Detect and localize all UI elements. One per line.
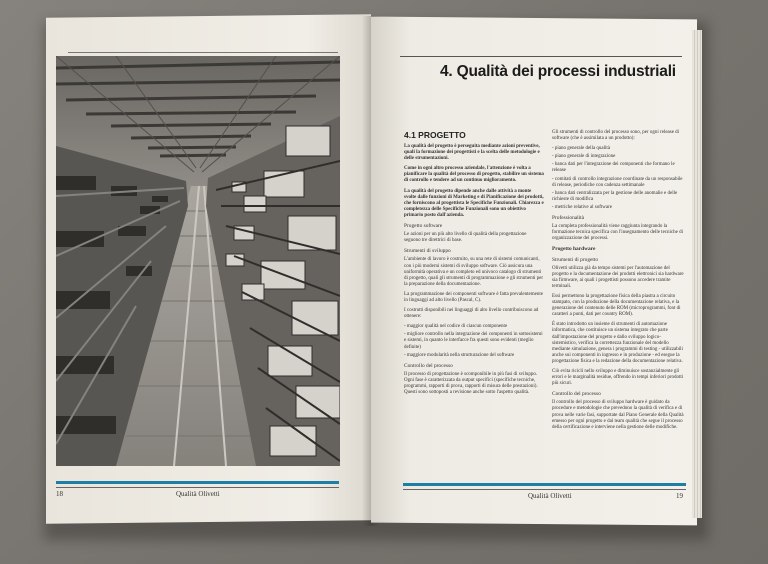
professionality-paragraph: La completa professionalità viene raggiunta integrando la formazione tecnica specifica con l'insegnamento delle tecniche di organizzazione dei processi. [552, 224, 683, 242]
factory-floor-photo [56, 56, 340, 466]
hw-control-paragraph: Il controllo del processo di sviluppo hardware è guidato da procedure e metodologie che prevedono la qualità di verifica e di prova nelle varie fasi, supportate dal Piano Generale della Qualità emesso per ogni progetto e dal team qualità che segue il processo della certificazione e interviene nella gestione delle modifiche. [552, 400, 684, 430]
text-column-2 [552, 130, 684, 435]
subhead-tools: Strumenti di sviluppo [404, 248, 451, 255]
subhead-control: Controllo del processo [404, 362, 453, 369]
tools-paragraph: La programmazione dei componenti software è fatta prevalentemente in linguaggi ad alto livello (Pascal, C). [404, 291, 543, 303]
col2-intro: Gli strumenti di controllo del processo sono, per ogni release di software (che è assimilata a un prodotto): [552, 130, 680, 142]
control-paragraph: Il processo di progettazione è scomponibile in più fasi di sviluppo. Ogni fase è caratterizzata da output specifici (specifiche tecniche, programmi, rapporti di prova, rapporti di misura delle prestazioni). Questi sono sottoposti a revisione anche sotto l'aspetto qualità. [404, 371, 538, 396]
tools-list-item: - migliore controllo nella integrazione dei componenti in sottosistemi e sistemi, in quanto le interfacce fra questi sono evidenti (meglio definite) [404, 332, 544, 350]
right-page-number: 19 [676, 492, 683, 500]
left-top-rule [68, 52, 338, 53]
right-top-rule [400, 56, 682, 57]
col2-list-item: - piano generale della qualità [552, 146, 684, 152]
left-footer-brand: Qualità Olivetti [176, 490, 220, 498]
subhead-hw-control: Controllo del processo [552, 391, 601, 398]
col2-list-item: - piano generale di integrazione [552, 154, 684, 160]
right-footer-brand: Qualità Olivetti [528, 492, 572, 500]
tools-paragraph: L'ambiente di lavoro è costruito, su una rete di sistemi comunicanti, con i più moderni sistemi di sviluppo software. Ciò assicura una uniformità operativa e un completo ed univoco catalogo di strumenti di progetto, quali gli strumenti di programmazione e gli strumenti per la preparazione della documentazione. [404, 257, 543, 287]
tools-list-item: - maggior qualità nel codice di ciascun componente [404, 324, 544, 330]
intro-paragraph: La qualità del progetto dipende anche dalle attività a monte svolte dalle funzioni di Marketing e di Pianificazione dei prodotti, che forniscono al progettista le Specifiche Funzionali. Chiarezza e completezza delle Specifiche Funzionali sono un obiettivo primario posto dall'azienda. [404, 188, 544, 218]
subhead-professionality: Professionalità [552, 215, 585, 222]
col2-list-item: - metriche relative al software [552, 205, 684, 211]
left-page-number: 18 [56, 490, 63, 498]
right-accent-bar [403, 483, 686, 486]
subhead-software: Progetto software [404, 223, 443, 230]
hw-tools-paragraph: Essi permettono la progettazione fisica della piastra a circuito stampato, con la produzione della documentazione relativa, e la generazione del contenuto delle ROM (microprogrammi, font di caratteri a punti, dati per country ROM). [552, 293, 681, 318]
hw-tools-paragraph: È stato introdotto un insieme di strumenti di automazione informatica, che costituisce un sistema integrato che parte dall'impostazione del progetto e dallo sviluppo logico-sistemistico, verifica la correttezza funzionale del modello mediante simulazione, genera i programmi di testing - utilizzabili anche sui componenti in ingresso e in produzione - ed esegue la progettazione fisica e la redazione della documentazione relativa. [552, 322, 683, 364]
chapter-title: 4. Qualità dei processi industriali [440, 63, 676, 80]
subhead-hw-tools: Strumenti di progetto [552, 256, 599, 263]
left-footer-rule [56, 487, 339, 488]
tools-list-item: - maggiore modularità nella strutturazione del software [404, 353, 544, 359]
subhead-hardware: Progetto hardware [552, 246, 596, 253]
factory-photo-graphic [56, 56, 340, 466]
hw-tools-paragraph: Olivetti utilizza già da tempo sistemi per l'automazione del progetto e la documentazione dei prodotti elettronici sia hardware sia firmware, ai quali i progettisti possono accedere tramite terminali. [552, 265, 684, 289]
software-paragraph: Le azioni per un più alto livello di qualità della progettazione seguono tre direttrici di base. [404, 232, 527, 244]
text-column-1 [404, 144, 544, 400]
hw-tools-paragraph: Ciò evita ricicli nello sviluppo e diminuisce sostanzialmente gli errori e le marginalità residue, offrendo in tempi inferiori prodotti più sicuri. [552, 369, 684, 387]
col2-list-item: - banca dati per l'integrazione dei componenti che formano le release [552, 162, 684, 174]
intro-paragraph: Come in ogni altro processo aziendale, l'attenzione è volta a pianificare la qualità del processo di progetto, stabilire un sistema di controllo e tendere ad un continuo miglioramento. [404, 166, 544, 184]
tools-paragraph: I costrutti disponibili nei linguaggi di alto livello contribuiscono ad ottenere: [404, 308, 539, 320]
intro-paragraph: La qualità del progetto è perseguita mediante azioni preventive, quali la formazione dei progettisti e la scelta delle metodologie e delle strumentazioni. [404, 144, 540, 162]
left-accent-bar [56, 481, 339, 484]
col2-list-item: - comitati di controllo integrazione coordinate da un responsabile di release, periodiche con cadenza settimanale [552, 177, 684, 189]
right-footer-rule [403, 489, 686, 490]
col2-list-item: - banca dati centralizzata per la gestione delle anomalie e delle richieste di modifica [552, 191, 684, 203]
section-title: 4.1 PROGETTO [404, 130, 466, 140]
page-stack-edge [692, 30, 702, 518]
